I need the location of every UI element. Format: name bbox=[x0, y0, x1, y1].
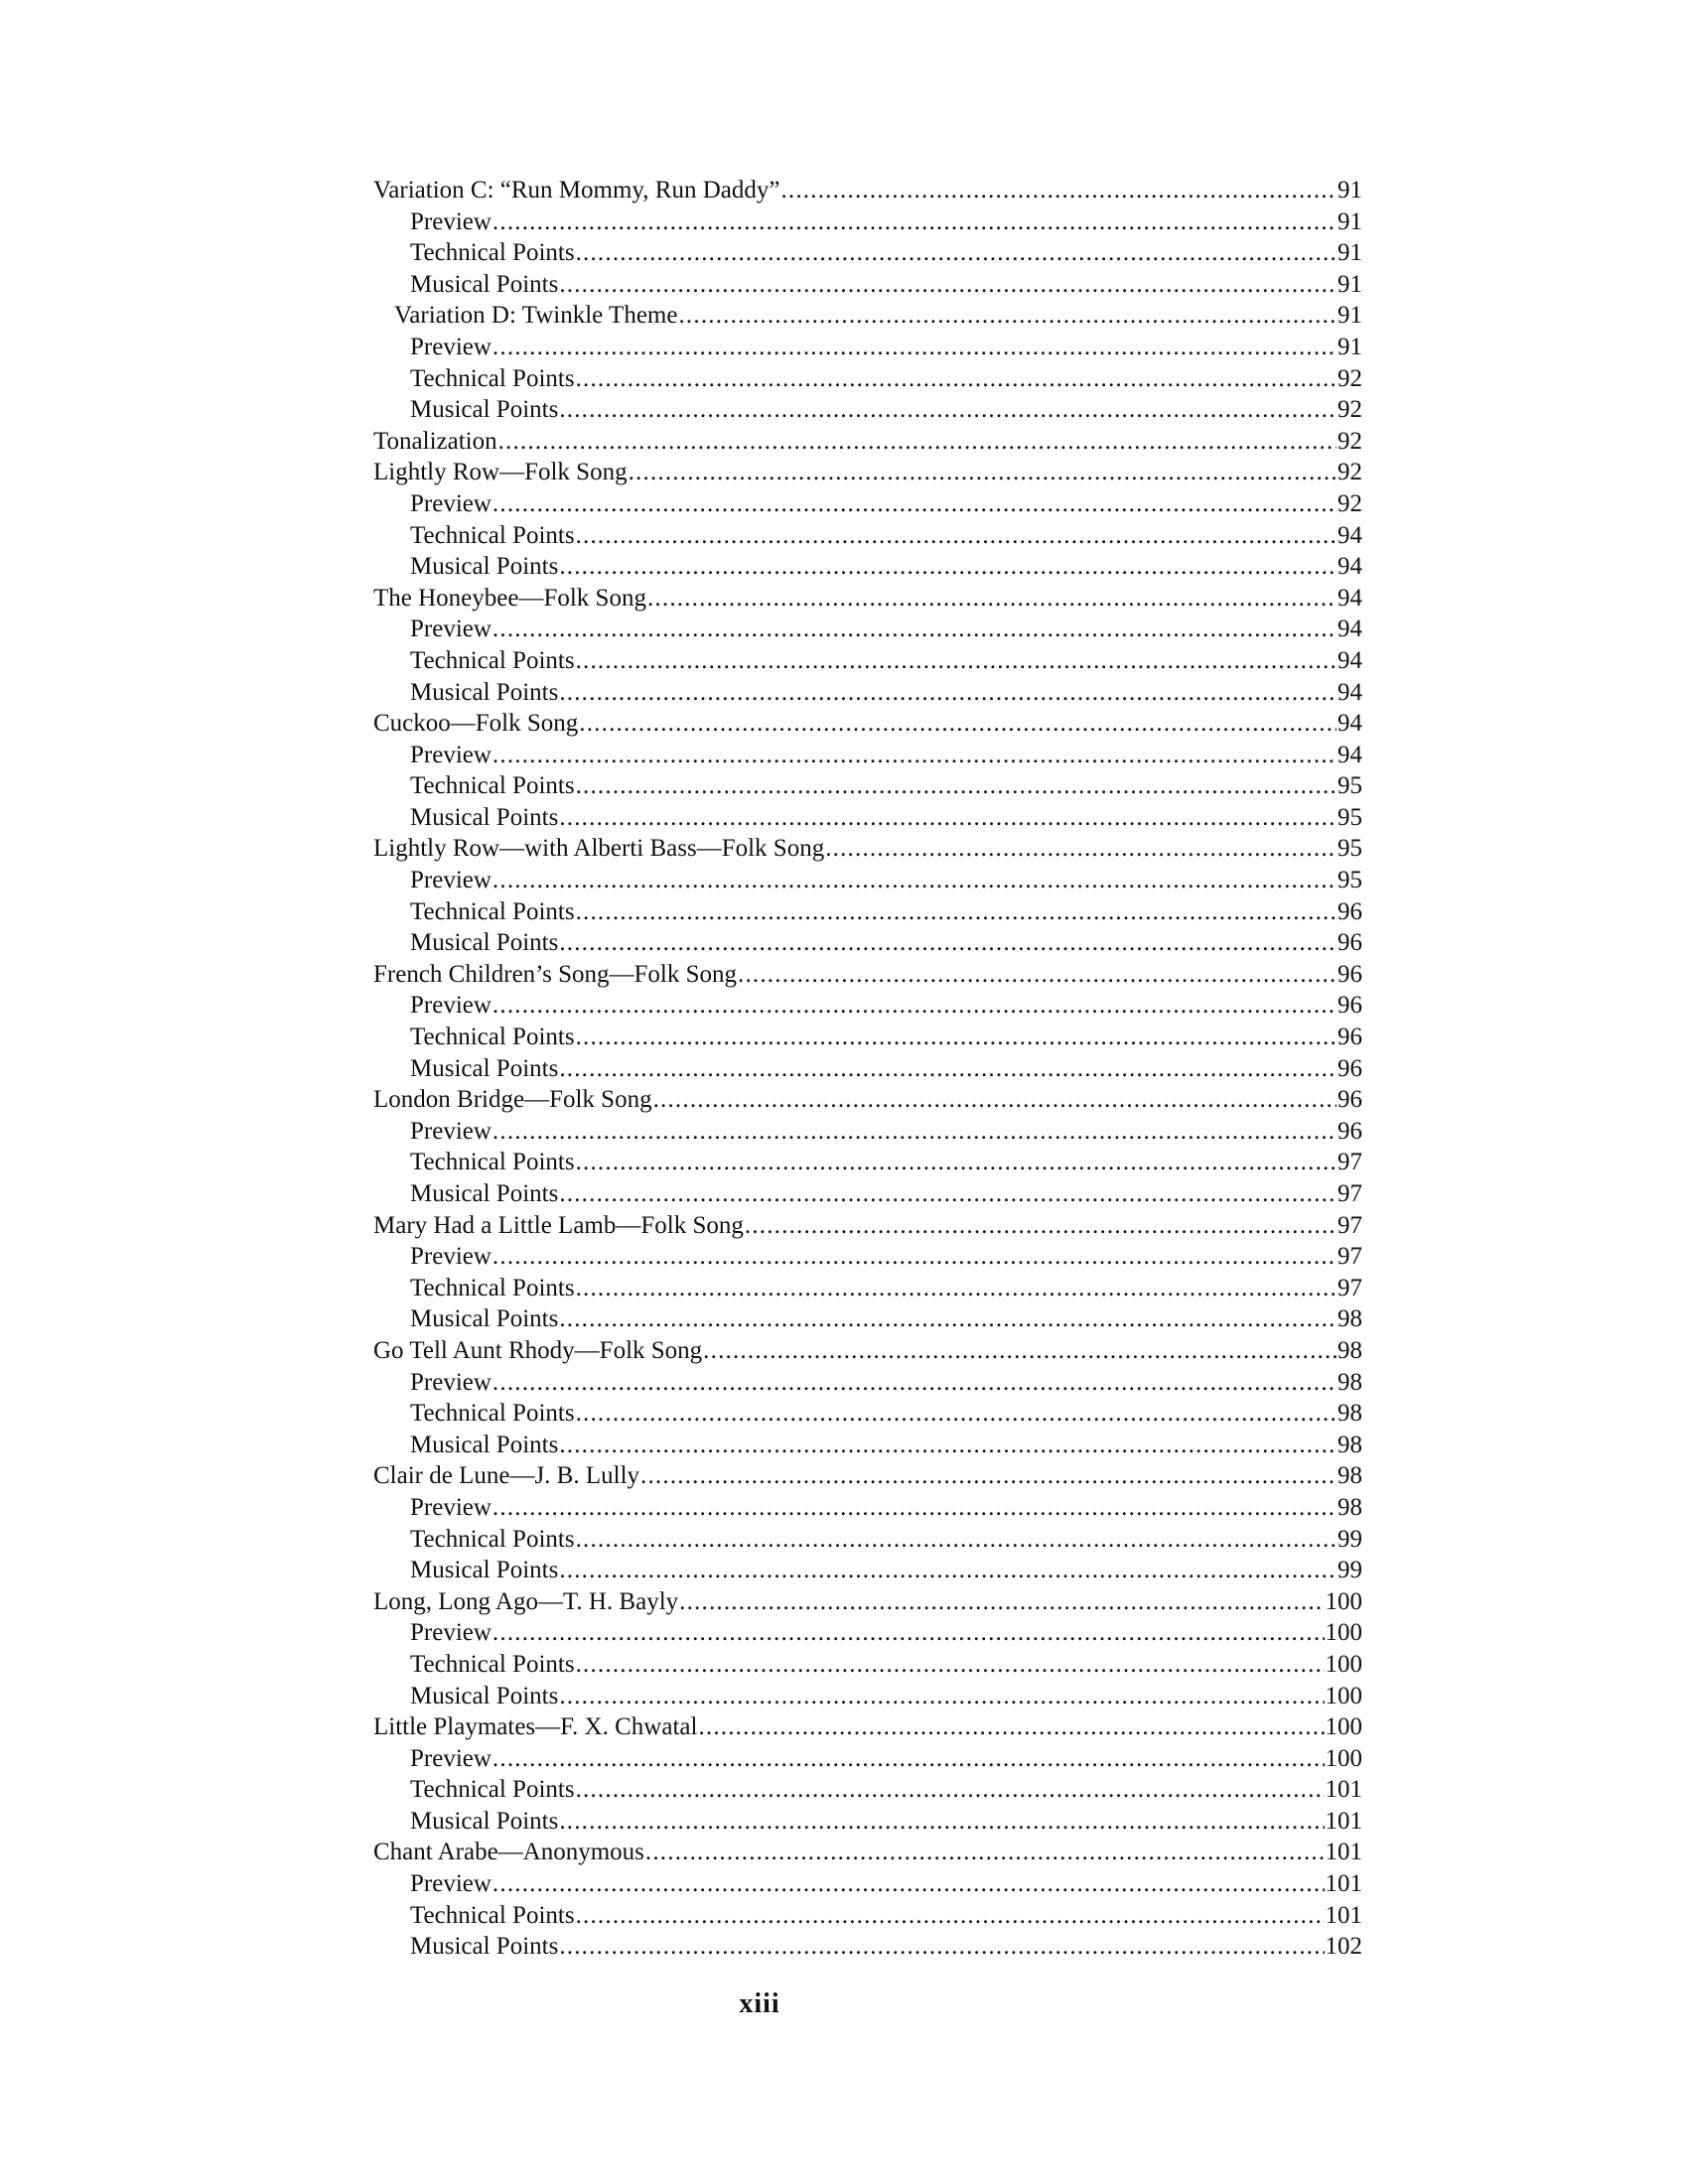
dot-leader bbox=[576, 1524, 1336, 1556]
toc-entry-title: Preview bbox=[410, 333, 492, 360]
toc-subentry bbox=[373, 1398, 1362, 1430]
toc-entry-page: 97 bbox=[1337, 1211, 1362, 1239]
toc-entry-title: Technical Points bbox=[410, 1650, 575, 1678]
toc-subentry bbox=[373, 269, 1362, 301]
toc-subentry bbox=[373, 1147, 1362, 1178]
dot-leader bbox=[492, 865, 1336, 896]
toc-subentry bbox=[373, 865, 1362, 896]
dot-leader bbox=[579, 708, 1336, 740]
toc-entry bbox=[373, 1084, 1362, 1116]
toc-entry-title: Tonalization bbox=[373, 427, 497, 455]
toc-entry-title: Technical Points bbox=[410, 646, 575, 674]
toc-entry-page: 96 bbox=[1337, 992, 1362, 1020]
dot-leader bbox=[492, 1367, 1336, 1399]
dot-leader bbox=[559, 1430, 1336, 1461]
toc-entry-page: 92 bbox=[1337, 459, 1362, 486]
toc-entry-page: 94 bbox=[1337, 521, 1362, 549]
toc-entry-page: 97 bbox=[1337, 1180, 1362, 1207]
toc-subentry bbox=[373, 1430, 1362, 1461]
dot-leader bbox=[559, 1806, 1324, 1838]
toc-entry-page: 100 bbox=[1325, 1682, 1362, 1709]
toc-entry-page: 91 bbox=[1337, 239, 1362, 267]
toc-subentry bbox=[373, 614, 1362, 645]
dot-leader bbox=[492, 1116, 1336, 1148]
toc-entry bbox=[373, 457, 1362, 488]
dot-leader bbox=[780, 175, 1336, 206]
dot-leader bbox=[559, 1555, 1336, 1586]
toc-entry-page: 96 bbox=[1337, 897, 1362, 925]
toc-entry-title: Technical Points bbox=[410, 1525, 575, 1553]
toc-entry-page: 94 bbox=[1337, 584, 1362, 612]
toc-entry-page: 91 bbox=[1337, 207, 1362, 235]
toc-entry-page: 101 bbox=[1325, 1839, 1362, 1866]
dot-leader bbox=[559, 927, 1336, 959]
toc-subentry bbox=[373, 1303, 1362, 1335]
toc-subentry bbox=[373, 1053, 1362, 1085]
toc-entry-page: 94 bbox=[1337, 646, 1362, 674]
toc-subentry bbox=[373, 300, 1362, 332]
toc-entry-page: 100 bbox=[1325, 1713, 1362, 1741]
toc-subentry bbox=[373, 363, 1362, 395]
dot-leader bbox=[492, 1617, 1325, 1649]
toc-entry-page: 100 bbox=[1325, 1744, 1362, 1772]
toc-entry-title: Lightly Row—Folk Song bbox=[373, 459, 628, 486]
toc-subentry bbox=[373, 1868, 1362, 1900]
toc-subentry bbox=[373, 1555, 1362, 1586]
toc-entry-title: Technical Points bbox=[410, 1274, 575, 1301]
dot-leader bbox=[653, 1084, 1336, 1116]
toc-entry-title: Little Playmates—F. X. Chwatal bbox=[373, 1713, 698, 1741]
toc-entry-page: 94 bbox=[1337, 553, 1362, 581]
toc-subentry bbox=[373, 990, 1362, 1022]
toc-entry-title: Musical Points bbox=[410, 1180, 559, 1207]
toc-entry-page: 96 bbox=[1337, 1024, 1362, 1051]
dot-leader bbox=[576, 896, 1336, 928]
toc-entry-title: Preview bbox=[410, 741, 492, 768]
toc-entry-title: Technical Points bbox=[410, 1776, 575, 1804]
toc-entry bbox=[373, 833, 1362, 865]
toc-entry-title: Cuckoo—Folk Song bbox=[373, 710, 579, 738]
toc-subentry bbox=[373, 802, 1362, 834]
toc-entry-title: Preview bbox=[410, 1243, 492, 1271]
toc-subentry bbox=[373, 1367, 1362, 1399]
toc-entry-page: 98 bbox=[1337, 1400, 1362, 1428]
toc-entry-title: Musical Points bbox=[410, 270, 559, 298]
table-of-contents bbox=[373, 175, 1362, 1963]
toc-subentry bbox=[373, 394, 1362, 426]
toc-entry-page: 100 bbox=[1325, 1650, 1362, 1678]
dot-leader bbox=[492, 614, 1336, 645]
toc-entry-title: Musical Points bbox=[410, 1431, 559, 1458]
dot-leader bbox=[576, 363, 1336, 395]
toc-subentry bbox=[373, 896, 1362, 928]
toc-entry-page: 101 bbox=[1325, 1776, 1362, 1804]
toc-entry-page: 96 bbox=[1337, 929, 1362, 957]
toc-entry-title: Clair de Lune—J. B. Lully bbox=[373, 1462, 640, 1490]
toc-entry-page: 91 bbox=[1337, 177, 1362, 204]
toc-entry-title: Go Tell Aunt Rhody—Folk Song bbox=[373, 1336, 703, 1364]
toc-entry-title: Technical Points bbox=[410, 239, 575, 267]
dot-leader bbox=[703, 1335, 1336, 1367]
dot-leader bbox=[559, 394, 1336, 426]
toc-subentry bbox=[373, 237, 1362, 269]
toc-entry-page: 94 bbox=[1337, 678, 1362, 706]
toc-subentry bbox=[373, 488, 1362, 520]
toc-entry bbox=[373, 175, 1362, 206]
toc-entry-page: 100 bbox=[1325, 1587, 1362, 1615]
toc-entry-page: 97 bbox=[1337, 1274, 1362, 1301]
dot-leader bbox=[559, 551, 1336, 583]
toc-entry-title: French Children’s Song—Folk Song bbox=[373, 960, 737, 988]
toc-entry bbox=[373, 583, 1362, 614]
dot-leader bbox=[492, 1743, 1325, 1775]
dot-leader bbox=[559, 802, 1336, 834]
toc-entry-title: Musical Points bbox=[410, 1305, 559, 1333]
toc-entry-page: 91 bbox=[1337, 333, 1362, 360]
toc-entry-page: 96 bbox=[1337, 1117, 1362, 1145]
dot-leader bbox=[559, 1681, 1324, 1712]
toc-entry-title: Preview bbox=[410, 615, 492, 643]
toc-subentry bbox=[373, 1681, 1362, 1712]
toc-subentry bbox=[373, 677, 1362, 709]
toc-entry-page: 101 bbox=[1325, 1807, 1362, 1835]
dot-leader bbox=[576, 1022, 1336, 1053]
toc-subentry bbox=[373, 520, 1362, 552]
dot-leader bbox=[576, 1774, 1325, 1806]
toc-subentry bbox=[373, 1649, 1362, 1681]
dot-leader bbox=[576, 1649, 1325, 1681]
toc-subentry bbox=[373, 1178, 1362, 1210]
toc-entry-page: 98 bbox=[1337, 1431, 1362, 1458]
dot-leader bbox=[492, 332, 1336, 363]
toc-subentry bbox=[373, 1931, 1362, 1963]
dot-leader bbox=[498, 426, 1336, 458]
toc-entry-page: 101 bbox=[1325, 1870, 1362, 1898]
toc-entry-page: 96 bbox=[1337, 1086, 1362, 1114]
toc-subentry bbox=[373, 1273, 1362, 1304]
toc-entry-title: Lightly Row—with Alberti Bass—Folk Song bbox=[373, 835, 825, 863]
dot-leader bbox=[492, 740, 1336, 771]
toc-entry-title: Mary Had a Little Lamb—Folk Song bbox=[373, 1211, 744, 1239]
toc-entry-page: 91 bbox=[1337, 302, 1362, 330]
toc-entry bbox=[373, 426, 1362, 458]
toc-entry-page: 94 bbox=[1337, 741, 1362, 768]
dot-leader bbox=[576, 237, 1336, 269]
dot-leader bbox=[492, 488, 1336, 520]
toc-subentry bbox=[373, 1022, 1362, 1053]
dot-leader bbox=[825, 833, 1336, 865]
toc-subentry bbox=[373, 1900, 1362, 1932]
dot-leader bbox=[576, 645, 1336, 677]
toc-entry-title: Preview bbox=[410, 1870, 492, 1898]
toc-entry-title: Musical Points bbox=[410, 929, 559, 957]
toc-entry-title: Musical Points bbox=[410, 803, 559, 831]
toc-subentry bbox=[373, 551, 1362, 583]
toc-entry-title: London Bridge—Folk Song bbox=[373, 1086, 652, 1114]
toc-subentry bbox=[373, 770, 1362, 802]
toc-entry-page: 96 bbox=[1337, 1054, 1362, 1082]
toc-entry-page: 94 bbox=[1337, 710, 1362, 738]
toc-entry-page: 99 bbox=[1337, 1525, 1362, 1553]
toc-entry-title: The Honeybee—Folk Song bbox=[373, 584, 646, 612]
dot-leader bbox=[576, 520, 1336, 552]
dot-leader bbox=[559, 1053, 1336, 1085]
toc-entry-title: Preview bbox=[410, 1493, 492, 1521]
toc-entry-page: 98 bbox=[1337, 1305, 1362, 1333]
toc-entry bbox=[373, 1586, 1362, 1618]
toc-entry-page: 91 bbox=[1337, 270, 1362, 298]
toc-entry-title: Musical Points bbox=[410, 1807, 559, 1835]
toc-entry-title: Technical Points bbox=[410, 772, 575, 800]
toc-entry-title: Variation D: Twinkle Theme bbox=[394, 302, 678, 330]
toc-subentry bbox=[373, 927, 1362, 959]
toc-entry-page: 98 bbox=[1337, 1493, 1362, 1521]
toc-entry-page: 99 bbox=[1337, 1557, 1362, 1584]
dot-leader bbox=[492, 990, 1336, 1022]
dot-leader bbox=[629, 457, 1336, 488]
dot-leader bbox=[492, 1241, 1336, 1273]
toc-entry bbox=[373, 708, 1362, 740]
toc-entry-title: Musical Points bbox=[410, 678, 559, 706]
dot-leader bbox=[559, 1931, 1324, 1963]
toc-subentry bbox=[373, 1617, 1362, 1649]
toc-entry-page: 98 bbox=[1337, 1462, 1362, 1490]
toc-entry-title: Musical Points bbox=[410, 553, 559, 581]
toc-entry-title: Technical Points bbox=[410, 897, 575, 925]
toc-entry bbox=[373, 1837, 1362, 1868]
toc-entry-title: Preview bbox=[410, 867, 492, 894]
toc-subentry bbox=[373, 1492, 1362, 1524]
page-number: xiii bbox=[739, 1988, 780, 2019]
dot-leader bbox=[559, 269, 1336, 301]
dot-leader bbox=[559, 1303, 1336, 1335]
toc-entry-title: Preview bbox=[410, 1619, 492, 1647]
toc-entry-title: Musical Points bbox=[410, 396, 559, 424]
toc-entry-page: 100 bbox=[1325, 1619, 1362, 1647]
toc-entry-title: Musical Points bbox=[410, 1682, 559, 1709]
toc-entry-title: Preview bbox=[410, 207, 492, 235]
toc-entry-title: Variation C: “Run Mommy, Run Daddy” bbox=[373, 177, 780, 204]
toc-entry-page: 95 bbox=[1337, 772, 1362, 800]
toc-subentry bbox=[373, 206, 1362, 238]
toc-entry-title: Preview bbox=[410, 1368, 492, 1396]
toc-subentry bbox=[373, 740, 1362, 771]
toc-entry-page: 98 bbox=[1337, 1336, 1362, 1364]
toc-entry-title: Technical Points bbox=[410, 364, 575, 392]
dot-leader bbox=[492, 1868, 1325, 1900]
dot-leader bbox=[738, 959, 1336, 991]
dot-leader bbox=[576, 1273, 1336, 1304]
toc-entry-page: 97 bbox=[1337, 1243, 1362, 1271]
toc-subentry bbox=[373, 1116, 1362, 1148]
toc-entry-page: 95 bbox=[1337, 803, 1362, 831]
dot-leader bbox=[640, 1460, 1336, 1492]
toc-entry-page: 95 bbox=[1337, 835, 1362, 863]
toc-entry-title: Technical Points bbox=[410, 1149, 575, 1176]
toc-entry-page: 92 bbox=[1337, 396, 1362, 424]
toc-entry-title: Technical Points bbox=[410, 521, 575, 549]
toc-entry-page: 95 bbox=[1337, 867, 1362, 894]
dot-leader bbox=[645, 1837, 1325, 1868]
toc-entry-page: 97 bbox=[1337, 1149, 1362, 1176]
toc-subentry bbox=[373, 1743, 1362, 1775]
toc-entry-title: Musical Points bbox=[410, 1557, 559, 1584]
dot-leader bbox=[576, 1900, 1325, 1932]
toc-subentry bbox=[373, 332, 1362, 363]
toc-entry-title: Preview bbox=[410, 1744, 492, 1772]
toc-entry-title: Long, Long Ago—T. H. Bayly bbox=[373, 1587, 679, 1615]
toc-entry-title: Technical Points bbox=[410, 1400, 575, 1428]
toc-subentry bbox=[373, 1774, 1362, 1806]
toc-subentry bbox=[373, 1241, 1362, 1273]
toc-entry-title: Preview bbox=[410, 1117, 492, 1145]
toc-entry bbox=[373, 959, 1362, 991]
dot-leader bbox=[576, 1147, 1336, 1178]
toc-entry bbox=[373, 1210, 1362, 1242]
toc-entry bbox=[373, 1335, 1362, 1367]
dot-leader bbox=[576, 1398, 1336, 1430]
toc-subentry bbox=[373, 645, 1362, 677]
toc-entry-title: Preview bbox=[410, 992, 492, 1020]
dot-leader bbox=[698, 1711, 1324, 1743]
toc-entry-title: Technical Points bbox=[410, 1901, 575, 1929]
toc-entry-title: Musical Points bbox=[410, 1054, 559, 1082]
toc-entry-page: 101 bbox=[1325, 1901, 1362, 1929]
toc-entry-page: 92 bbox=[1337, 427, 1362, 455]
toc-subentry bbox=[373, 1806, 1362, 1838]
toc-entry-page: 94 bbox=[1337, 615, 1362, 643]
dot-leader bbox=[576, 770, 1336, 802]
dot-leader bbox=[647, 583, 1336, 614]
dot-leader bbox=[678, 300, 1336, 332]
toc-entry-page: 102 bbox=[1325, 1933, 1362, 1961]
toc-entry bbox=[373, 1711, 1362, 1743]
dot-leader bbox=[492, 206, 1336, 238]
dot-leader bbox=[745, 1210, 1336, 1242]
toc-subentry bbox=[373, 1524, 1362, 1556]
toc-entry-title: Musical Points bbox=[410, 1933, 559, 1961]
toc-entry bbox=[373, 1460, 1362, 1492]
toc-entry-page: 92 bbox=[1337, 364, 1362, 392]
dot-leader bbox=[492, 1492, 1336, 1524]
dot-leader bbox=[559, 1178, 1336, 1210]
dot-leader bbox=[679, 1586, 1324, 1618]
toc-entry-title: Technical Points bbox=[410, 1024, 575, 1051]
toc-entry-title: Chant Arabe—Anonymous bbox=[373, 1839, 644, 1866]
toc-entry-page: 98 bbox=[1337, 1368, 1362, 1396]
toc-entry-page: 96 bbox=[1337, 960, 1362, 988]
dot-leader bbox=[559, 677, 1336, 709]
toc-entry-title: Preview bbox=[410, 489, 492, 517]
toc-entry-page: 92 bbox=[1337, 489, 1362, 517]
